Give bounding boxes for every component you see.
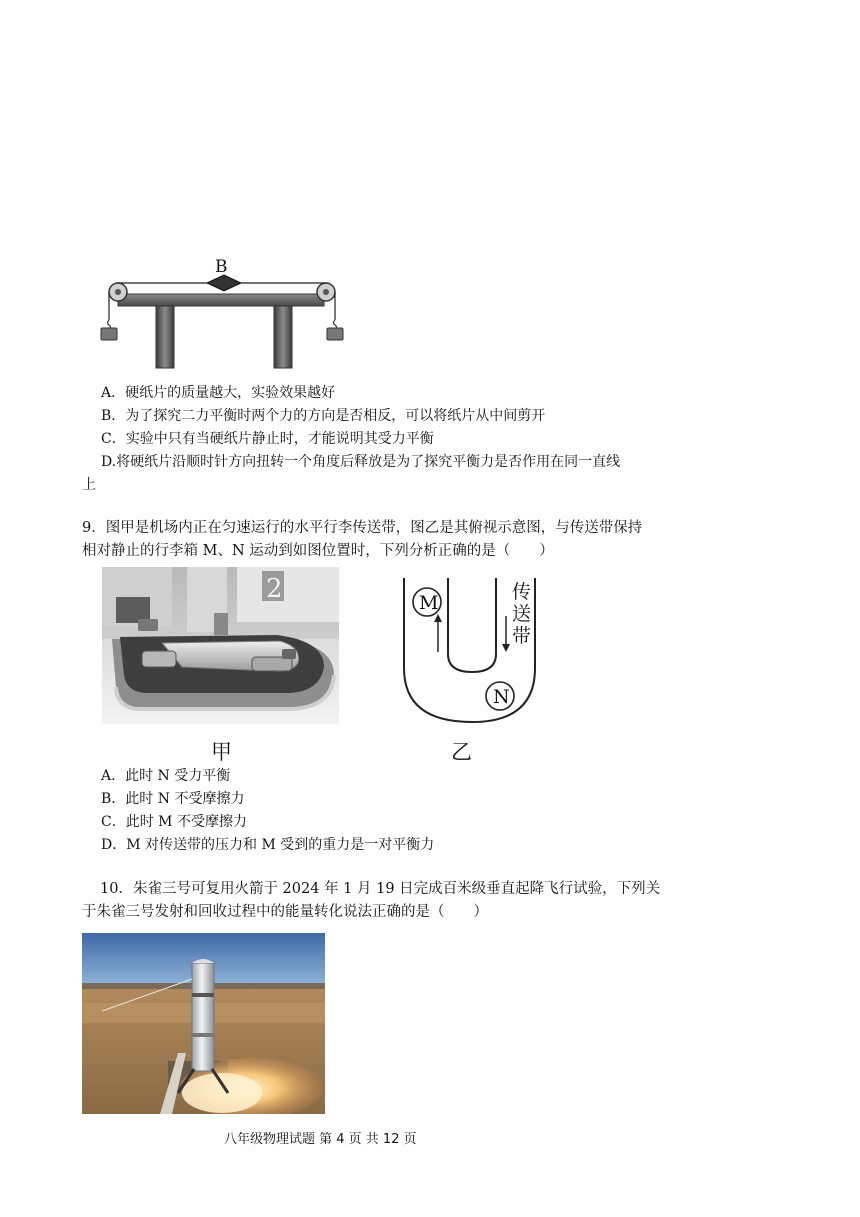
q9-stem-line-1: 9．图甲是机场内正在匀速运行的水平行李传送带，图乙是其俯视示意图，与传送带保持: [82, 520, 643, 536]
q10-stem-line-2: 于朱雀三号发射和回收过程中的能量转化说法正确的是（ ）: [82, 904, 488, 920]
belt-label-3: 带: [512, 625, 532, 647]
q8-option-c[interactable]: C．实验中只有当硬纸片静止时，才能说明其受力平衡: [101, 431, 434, 447]
card-b: [207, 275, 241, 291]
q9-option-c[interactable]: C．此时 M 不受摩擦力: [101, 814, 247, 830]
left-weight: [101, 328, 117, 340]
caption-jia: 甲: [211, 740, 232, 764]
q8-option-a[interactable]: A．硬纸片的质量越大，实验效果越好: [101, 385, 336, 401]
table-pulley-figure: [98, 254, 348, 370]
down-arrow-icon: [502, 644, 510, 652]
box-n-label: N: [493, 686, 510, 708]
up-arrow-icon: [434, 614, 442, 622]
belt-label-2: 送: [512, 603, 532, 625]
belt-top-view-diagram: [398, 572, 546, 728]
page-footer: 八年级物理试题 第 4 页 共 12 页: [224, 1132, 417, 1147]
q9-option-d[interactable]: D．M 对传送带的压力和 M 受到的重力是一对平衡力: [101, 837, 435, 853]
rocket-photo: [82, 933, 325, 1114]
q8-option-d-continued: 上: [82, 477, 96, 493]
right-weight: [327, 328, 343, 340]
q9-option-a[interactable]: A．此时 N 受力平衡: [101, 768, 231, 784]
q10-stem-line-1: 10．朱雀三号可复用火箭于 2024 年 1 月 19 日完成百米级垂直起降飞行试验，下列关: [100, 881, 661, 897]
caption-yi: 乙: [451, 740, 472, 764]
q8-option-b[interactable]: B．为了探究二力平衡时两个力的方向是否相反，可以将纸片从中间剪开: [101, 408, 546, 424]
q9-stem-line-2: 相对静止的行李箱 M、N 运动到如图位置时，下列分析正确的是（ ）: [82, 543, 554, 559]
baggage-carousel-photo: [102, 567, 339, 724]
card-label: B: [215, 257, 228, 277]
box-m-label: M: [419, 592, 439, 614]
q9-option-b[interactable]: B．此时 N 不受摩擦力: [101, 791, 245, 807]
q8-option-d[interactable]: D.将硬纸片沿顺时针方向扭转一个角度后释放是为了探究平衡力是否作用在同一直线: [101, 454, 621, 470]
rocket-body: [192, 963, 214, 1071]
belt-label-1: 传: [512, 581, 532, 603]
carousel-number-sign: 2: [266, 574, 283, 604]
